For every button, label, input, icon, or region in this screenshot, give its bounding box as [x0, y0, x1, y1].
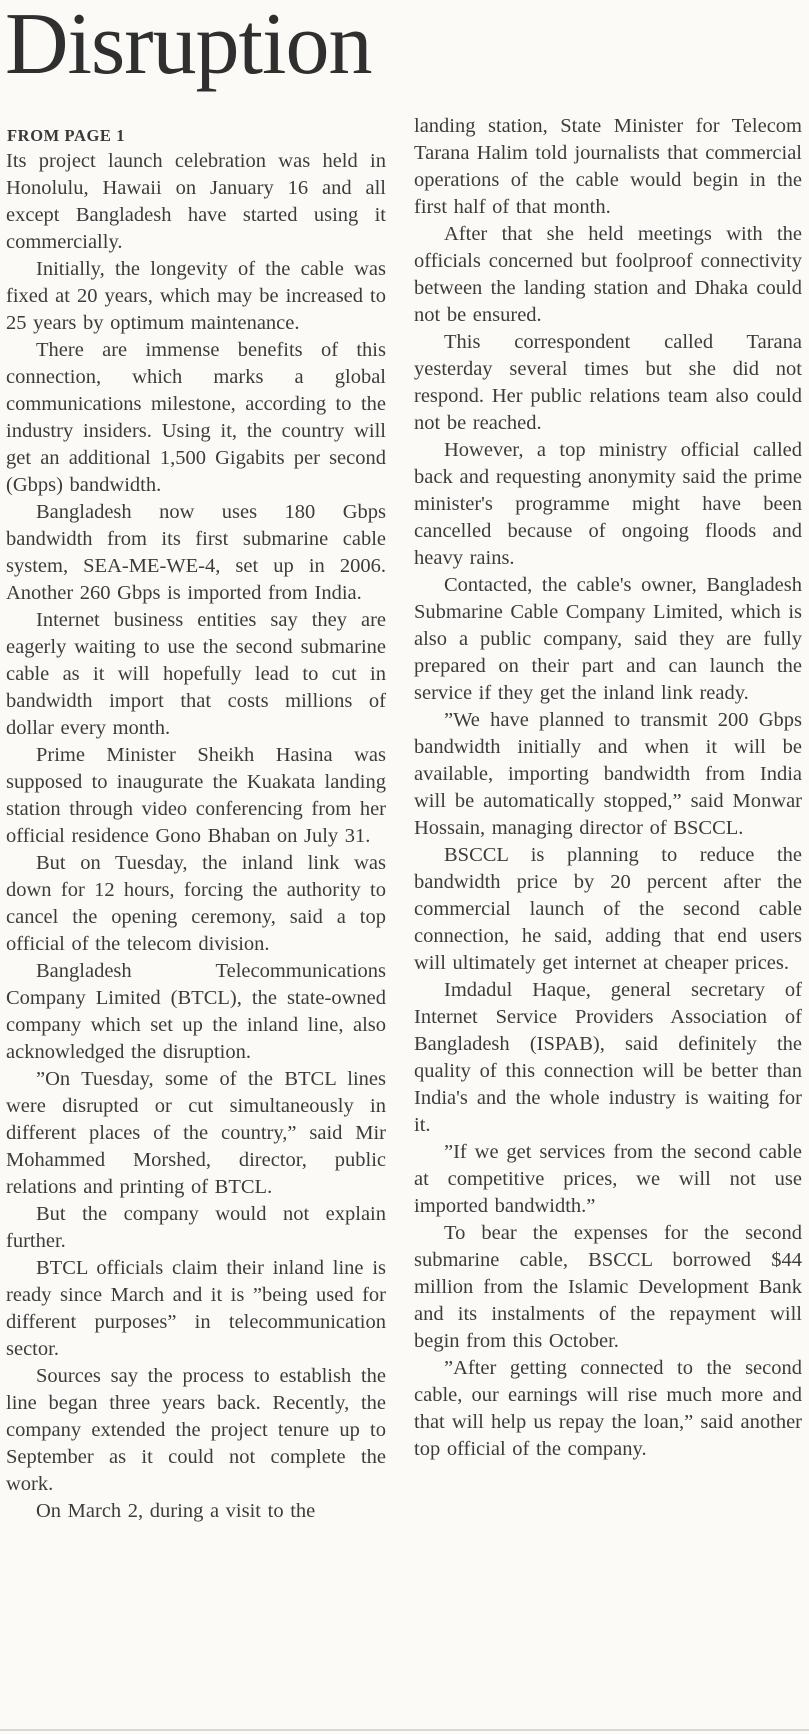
article-paragraph: BTCL officials claim their inland line is ready since March and it is ”being used for different purposes” in telecommunication sector.: [6, 1257, 386, 1360]
article-paragraph: However, a top ministry official called back and requesting anonymity said the prime minister's programme might have been cancelled because of ongoing floods and heavy rains.: [414, 439, 802, 569]
article-paragraph: To bear the expenses for the second submarine cable, BSCCL borrowed $44 million from the Islamic Development Bank and its instalments of the repayment will begin from this October.: [414, 1222, 802, 1352]
article-paragraph: Bangladesh now uses 180 Gbps bandwidth from its first submarine cable system, SEA-ME-WE-4, set up in 2006. Another 260 Gbps is imported from India.: [6, 501, 386, 604]
article-paragraph: After that she held meetings with the officials concerned but foolproof connectivity between the landing station and Dhaka could not be ensured.: [414, 223, 802, 326]
article-paragraph: ”We have planned to transmit 200 Gbps bandwidth initially and when it will be available, importing bandwidth from India will be automatically stopped,” said Monwar Hossain, managing director of BSCCL.: [414, 709, 802, 839]
article-paragraph: Internet business entities say they are eagerly waiting to use the second submarine cable as it will hopefully lead to cut in bandwidth import that costs millions of dollar every month.: [6, 609, 386, 739]
article-paragraph: Initially, the longevity of the cable was fixed at 20 years, which may be increased to 25 years by optimum maintenance.: [6, 258, 386, 334]
article-paragraph: Contacted, the cable's owner, Bangladesh Submarine Cable Company Limited, which is also a public company, said they are fully prepared on their part and can launch the service if they get the inland link ready.: [414, 574, 802, 704]
article-paragraph: But on Tuesday, the inland link was down for 12 hours, forcing the authority to cancel the opening ceremony, said a top official of the telecom division.: [6, 852, 386, 955]
article-headline: Disruption: [5, 0, 372, 93]
article-paragraph: On March 2, during a visit to the: [36, 1500, 316, 1522]
article-paragraph: Bangladesh Telecommunications Company Limited (BTCL), the state-owned company which set up the inland line, also acknowledged the disruption.: [6, 960, 386, 1063]
article-paragraph: There are immense benefits of this connection, which marks a global communications milestone, according to the industry insiders. Using it, the country will get an additional 1,500 Gigabits per second (Gbps) bandwidth.: [6, 339, 386, 496]
article-paragraph: Imdadul Haque, general secretary of Internet Service Providers Association of Bangladesh (ISPAB), said definitely the quality of this connection will be better than India's and the whole industry is waiting for it.: [414, 979, 802, 1136]
article-paragraph: Its project launch celebration was held in Honolulu, Hawaii on January 16 and all except Bangladesh have started using it commercially.: [6, 150, 386, 253]
article-paragraph: This correspondent called Tarana yesterday several times but she did not respond. Her public relations team also could not be reached.: [414, 331, 802, 434]
article-paragraph: But the company would not explain further.: [6, 1203, 386, 1252]
article-paragraph: ”On Tuesday, some of the BTCL lines were disrupted or cut simultaneously in different places of the country,” said Mir Mohammed Morshed, director, public relations and printing of BTCL.: [6, 1068, 386, 1198]
article-paragraph: Sources say the process to establish the line began three years back. Recently, the company extended the project tenure up to September as it could not complete the work.: [6, 1365, 386, 1495]
article-column-left: [6, 126, 386, 1525]
article-paragraph: ”If we get services from the second cable at competitive prices, we will not use imported bandwidth.”: [414, 1141, 802, 1217]
article-paragraph: landing station, State Minister for Telecom Tarana Halim told journalists that commercial operations of the cable would begin in the first half of that month.: [414, 115, 802, 218]
article-paragraph: ”After getting connected to the second cable, our earnings will rise much more and that will help us repay the loan,” said another top official of the company.: [414, 1357, 802, 1460]
article-column-right: [414, 113, 802, 1463]
from-page-kicker: FROM PAGE 1: [7, 126, 126, 145]
bottom-divider: [0, 1729, 809, 1731]
article-paragraph: Prime Minister Sheikh Hasina was supposed to inaugurate the Kuakata landing station through video conferencing from her official residence Gono Bhaban on July 31.: [6, 744, 386, 847]
article-paragraph: BSCCL is planning to reduce the bandwidth price by 20 percent after the commercial launch of the second cable connection, he said, adding that end users will ultimately get internet at cheaper prices.: [414, 844, 802, 974]
